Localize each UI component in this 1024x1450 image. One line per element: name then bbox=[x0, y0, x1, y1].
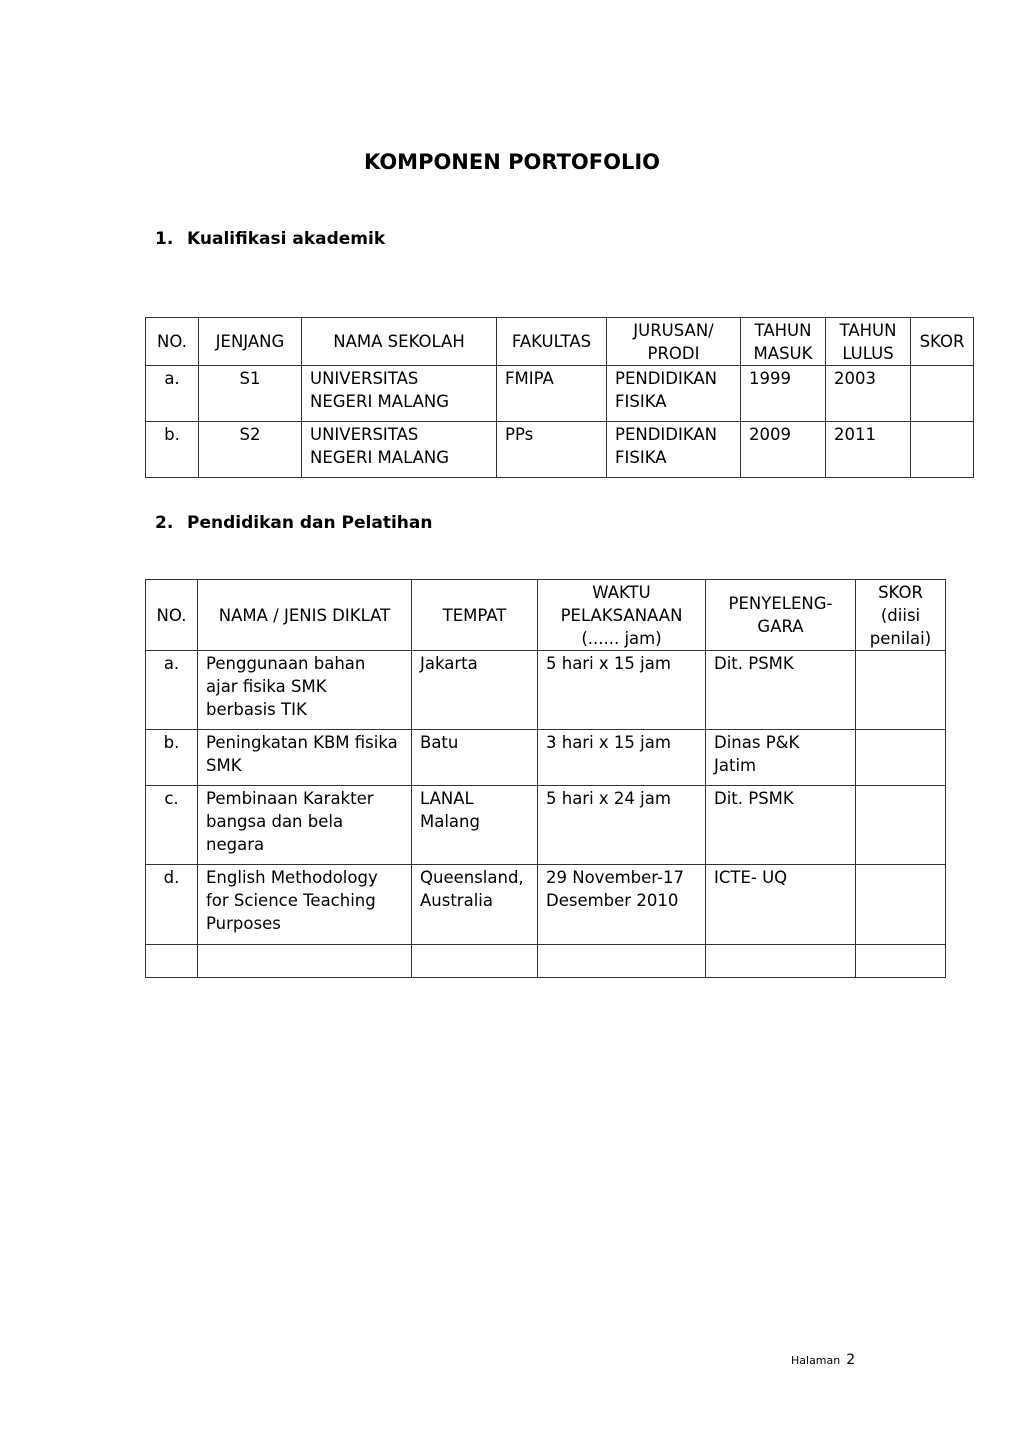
cell-fakultas: FMIPA bbox=[497, 366, 607, 422]
header-no: NO. bbox=[146, 318, 199, 366]
cell-nama-sekolah: UNIVERSITAS NEGERI MALANG bbox=[302, 366, 497, 422]
table-row bbox=[146, 366, 974, 422]
header-tahun-lulus: TAHUN LULUS bbox=[826, 318, 911, 366]
training-table-body bbox=[146, 651, 946, 945]
cell-no: a. bbox=[146, 651, 198, 730]
header-penyelenggara: PENYELENG- GARA bbox=[706, 580, 856, 651]
cell-tahun-masuk: 2009 bbox=[741, 422, 826, 478]
table-row bbox=[146, 730, 946, 786]
cell-tempat: Batu bbox=[412, 730, 538, 786]
cell-skor bbox=[856, 865, 946, 945]
header-skor: SKOR bbox=[911, 318, 974, 366]
header-jurusan: JURUSAN/ PRODI bbox=[607, 318, 741, 366]
header-nama-diklat: NAMA / JENIS DIKLAT bbox=[198, 580, 412, 651]
header-no: NO. bbox=[146, 580, 198, 651]
cell-tahun-lulus: 2003 bbox=[826, 366, 911, 422]
cell-skor bbox=[856, 651, 946, 730]
cell-tempat: LANAL Malang bbox=[412, 786, 538, 865]
cell-skor bbox=[856, 730, 946, 786]
academic-qualification-table bbox=[145, 317, 974, 478]
cell-no: a. bbox=[146, 366, 199, 422]
document-title: KOMPONEN PORTOFOLIO bbox=[363, 150, 661, 174]
cell-penyelenggara: ICTE- UQ bbox=[706, 865, 856, 945]
cell-tahun-masuk: 1999 bbox=[741, 366, 826, 422]
cell-jurusan: PENDIDIKAN FISIKA bbox=[607, 422, 741, 478]
table-row bbox=[146, 865, 946, 945]
cell-jenjang: S2 bbox=[199, 422, 302, 478]
header-nama-sekolah: NAMA SEKOLAH bbox=[302, 318, 497, 366]
cell-skor bbox=[911, 366, 974, 422]
table-row bbox=[146, 422, 974, 478]
section-1-title: Kualifikasi akademik bbox=[187, 229, 386, 249]
cell-waktu: 5 hari x 15 jam bbox=[538, 651, 706, 730]
cell-skor bbox=[911, 422, 974, 478]
cell-no: b. bbox=[146, 422, 199, 478]
cell-fakultas: PPs bbox=[497, 422, 607, 478]
section-1-heading bbox=[155, 229, 385, 249]
cell-nama-sekolah: UNIVERSITAS NEGERI MALANG bbox=[302, 422, 497, 478]
cell-penyelenggara: Dinas P&K Jatim bbox=[706, 730, 856, 786]
cell-waktu: 3 hari x 15 jam bbox=[538, 730, 706, 786]
cell-jenjang: S1 bbox=[199, 366, 302, 422]
cell-nama-diklat: Pembinaan Karakter bangsa dan bela negara bbox=[198, 786, 412, 865]
header-tahun-masuk: TAHUN MASUK bbox=[741, 318, 826, 366]
table-row bbox=[146, 651, 946, 730]
header-jenjang: JENJANG bbox=[199, 318, 302, 366]
table-header-row bbox=[146, 318, 974, 366]
cell-no: d. bbox=[146, 865, 198, 945]
header-fakultas: FAKULTAS bbox=[497, 318, 607, 366]
cell-no: b. bbox=[146, 730, 198, 786]
section-2-title: Pendidikan dan Pelatihan bbox=[187, 513, 433, 533]
cell-tempat: Jakarta bbox=[412, 651, 538, 730]
cell-waktu: 29 November-17 Desember 2010 bbox=[538, 865, 706, 945]
page-number: 2 bbox=[846, 1352, 856, 1368]
section-1-number: 1. bbox=[155, 229, 174, 249]
table-row-empty bbox=[146, 945, 946, 978]
cell-jurusan: PENDIDIKAN FISIKA bbox=[607, 366, 741, 422]
cell-tempat: Queensland, Australia bbox=[412, 865, 538, 945]
footer-label: Halaman bbox=[791, 1354, 841, 1367]
cell-tahun-lulus: 2011 bbox=[826, 422, 911, 478]
section-2-heading bbox=[155, 513, 432, 533]
table-header-row bbox=[146, 580, 946, 651]
header-waktu: WAKTU PELAKSANAAN (...... jam) bbox=[538, 580, 706, 651]
cell-waktu: 5 hari x 24 jam bbox=[538, 786, 706, 865]
training-table bbox=[145, 579, 946, 978]
section-2-number: 2. bbox=[155, 513, 174, 533]
header-tempat: TEMPAT bbox=[412, 580, 538, 651]
cell-penyelenggara: Dit. PSMK bbox=[706, 651, 856, 730]
table-row bbox=[146, 786, 946, 865]
cell-no: c. bbox=[146, 786, 198, 865]
cell-skor bbox=[856, 786, 946, 865]
header-skor: SKOR (diisi penilai) bbox=[856, 580, 946, 651]
page-footer bbox=[791, 1352, 855, 1368]
cell-nama-diklat: Penggunaan bahan ajar fisika SMK berbasis TIK bbox=[198, 651, 412, 730]
cell-nama-diklat: English Methodology for Science Teaching Purposes bbox=[198, 865, 412, 945]
cell-penyelenggara: Dit. PSMK bbox=[706, 786, 856, 865]
cell-nama-diklat: Peningkatan KBM fisika SMK bbox=[198, 730, 412, 786]
